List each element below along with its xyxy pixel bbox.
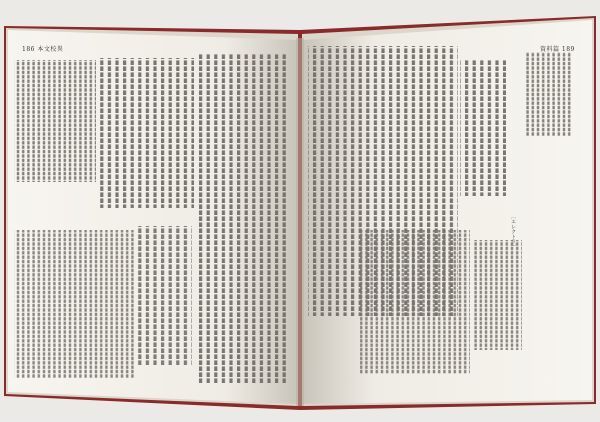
left-page-notes-text bbox=[14, 226, 192, 378]
right-page-header: 資料篇 189 bbox=[540, 46, 575, 53]
right-page-bracket-note: ［エレクトラ］ bbox=[510, 214, 516, 249]
book-gutter bbox=[296, 38, 304, 406]
left-page-header: 186 本文校異 bbox=[22, 46, 64, 53]
